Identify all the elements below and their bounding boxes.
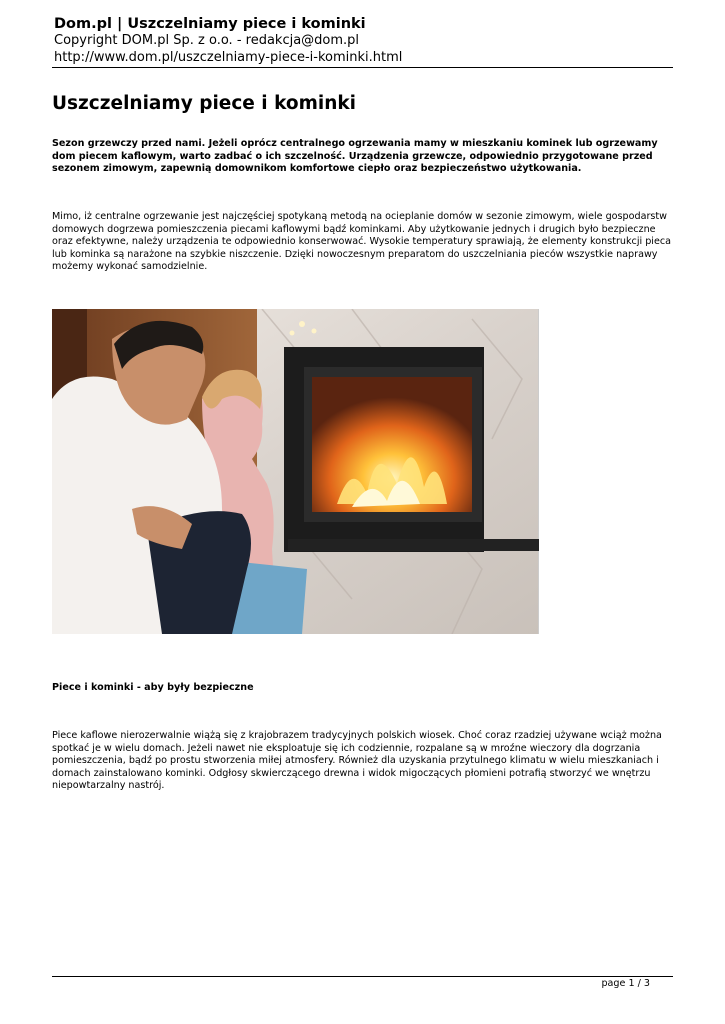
source-url: http://www.dom.pl/uszczelniamy-piece-i-kominki.html xyxy=(54,49,403,65)
article-paragraph-2: Piece kaflowe nierozerwalnie wiążą się z krajobrazem tradycyjnych polskich wiosek. Choć coraz rzadziej używane wciąż można spotkać je w wielu domach. Jeżeli nawet nie eksploatuje się ich codziennie, rozpalane są w mroźne wieczory dla dogrzania pomieszczenia, bądź po prostu stworzenia miłej atmosfery. Również dla uzyskania przytulnego klimatu w wielu mieszkaniach i domach zainstalowano kominki. Odgłosy skwierczącego drewna i widok migoczących płomieni potrafią stworzyć we wnętrzu niepowtarzalny nastrój. xyxy=(52,730,662,792)
header-divider xyxy=(52,67,673,68)
site-title: Dom.pl | Uszczelniamy piece i kominki xyxy=(54,16,366,32)
copyright-line: Copyright DOM.pl Sp. z o.o. - redakcja@dom.pl xyxy=(54,33,360,48)
article-paragraph-1: Mimo, iż centralne ogrzewanie jest najczęściej spotykaną metodą na ocieplanie domów w sezonie zimowym, wiele gospodarstw domowych dogrzewa pomieszczenia piecami kaflowymi bądź kominkami. Aby użytkowanie jednych i drugich było bezpieczne oraz efektywne, należy urządzenia te odpowiednio konserwować. Wysokie temperatury sprawiają, że elementy konstrukcji pieca lub kominka są narażone na szybkie niszczenie. Dzięki nowoczesnym preparatom do uszczelniania pieców wszystkie naprawy możemy wykonać samodzielnie. xyxy=(52,211,672,273)
article-lead: Sezon grzewczy przed nami. Jeżeli oprócz centralnego ogrzewania mamy w mieszkaniu kominek lub ogrzewamy dom piecem kaflowym, warto zadbać o ich szczelność. Urządzenia grzewcze, odpowiednio przygotowane przed sezonem zimowym, zapewnią domownikom komfortowe ciepło oraz bezpieczeństwo użytkowania. xyxy=(52,138,658,175)
page-number: page 1 / 3 xyxy=(601,978,650,989)
footer-divider xyxy=(52,976,673,977)
fireplace-photo xyxy=(52,309,539,634)
article-title: Uszczelniamy piece i kominki xyxy=(52,93,357,114)
section-heading: Piece i kominki - aby były bezpieczne xyxy=(52,682,254,693)
document-header xyxy=(54,15,673,66)
